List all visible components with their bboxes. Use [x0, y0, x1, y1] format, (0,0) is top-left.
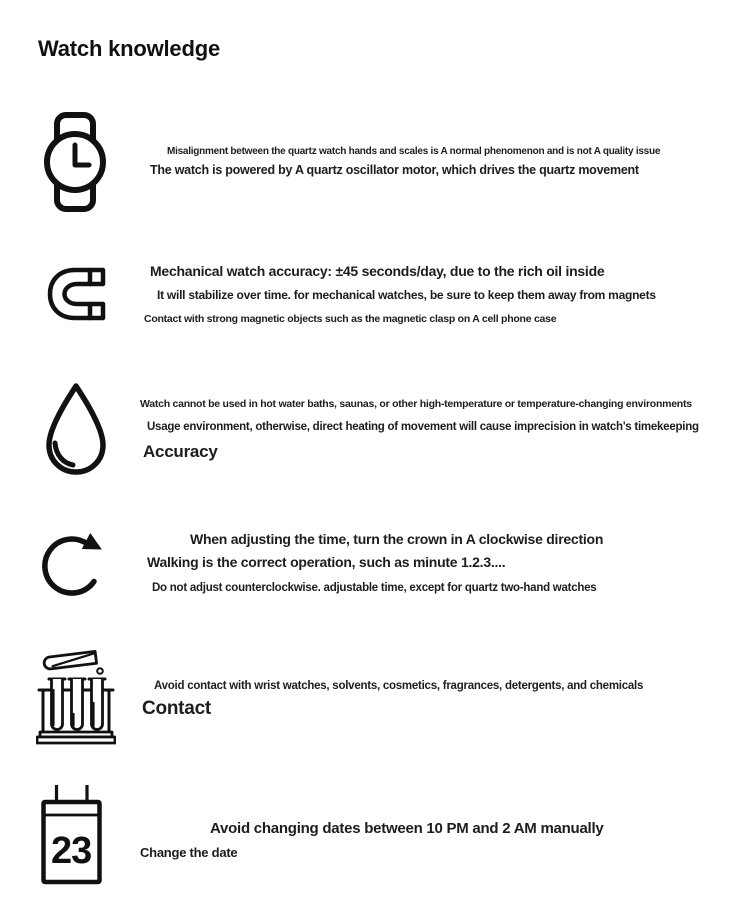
contact-headline: Contact — [142, 698, 211, 719]
magnet-headline: Mechanical watch accuracy: ±45 seconds/day, due to the rich oil inside — [150, 263, 605, 279]
temperature-sub-line: Usage environment, otherwise, direct heating of movement will cause imprecision in watch's timekeeping — [147, 421, 699, 433]
calendar-day-number: 23 — [51, 830, 92, 872]
clockwise-arrow-icon — [42, 522, 108, 600]
calendar-icon — [41, 785, 102, 885]
magnet-icon — [45, 264, 107, 324]
page-title: Watch knowledge — [38, 36, 220, 61]
accuracy-headline: Accuracy — [143, 442, 218, 461]
date-headline: Avoid changing dates between 10 PM and 2 AM manually — [210, 820, 604, 837]
quartz-main-line: The watch is powered by A quartz oscillator motor, which drives the quartz movement — [150, 163, 639, 177]
date-sub-line: Change the date — [140, 845, 238, 860]
wristwatch-icon — [42, 112, 108, 212]
crown-headline: When adjusting the time, turn the crown in A clockwise direction — [190, 531, 604, 547]
magnet-sub-line: It will stabilize over time. for mechanical watches, be sure to keep them away from magnets — [157, 288, 656, 302]
crown-note-line: Do not adjust counterclockwise. adjustable time, except for quartz two-hand watches — [152, 582, 597, 594]
test-tubes-icon — [36, 646, 116, 746]
quartz-note-line: Misalignment between the quartz watch hands and scales is A normal phenomenon and is not A quality issue — [167, 146, 661, 157]
crown-sub-line: Walking is the correct operation, such as minute 1.2.3.... — [147, 554, 506, 570]
chemicals-note-line: Avoid contact with wrist watches, solvents, cosmetics, fragrances, detergents, and chemicals — [154, 680, 644, 692]
magnet-note-line: Contact with strong magnetic objects such as the magnetic clasp on A cell phone case — [144, 313, 557, 325]
temperature-note-line: Watch cannot be used in hot water baths, saunas, or other high-temperature or temperature-changing environments — [140, 398, 692, 410]
water-drop-icon — [40, 381, 112, 478]
